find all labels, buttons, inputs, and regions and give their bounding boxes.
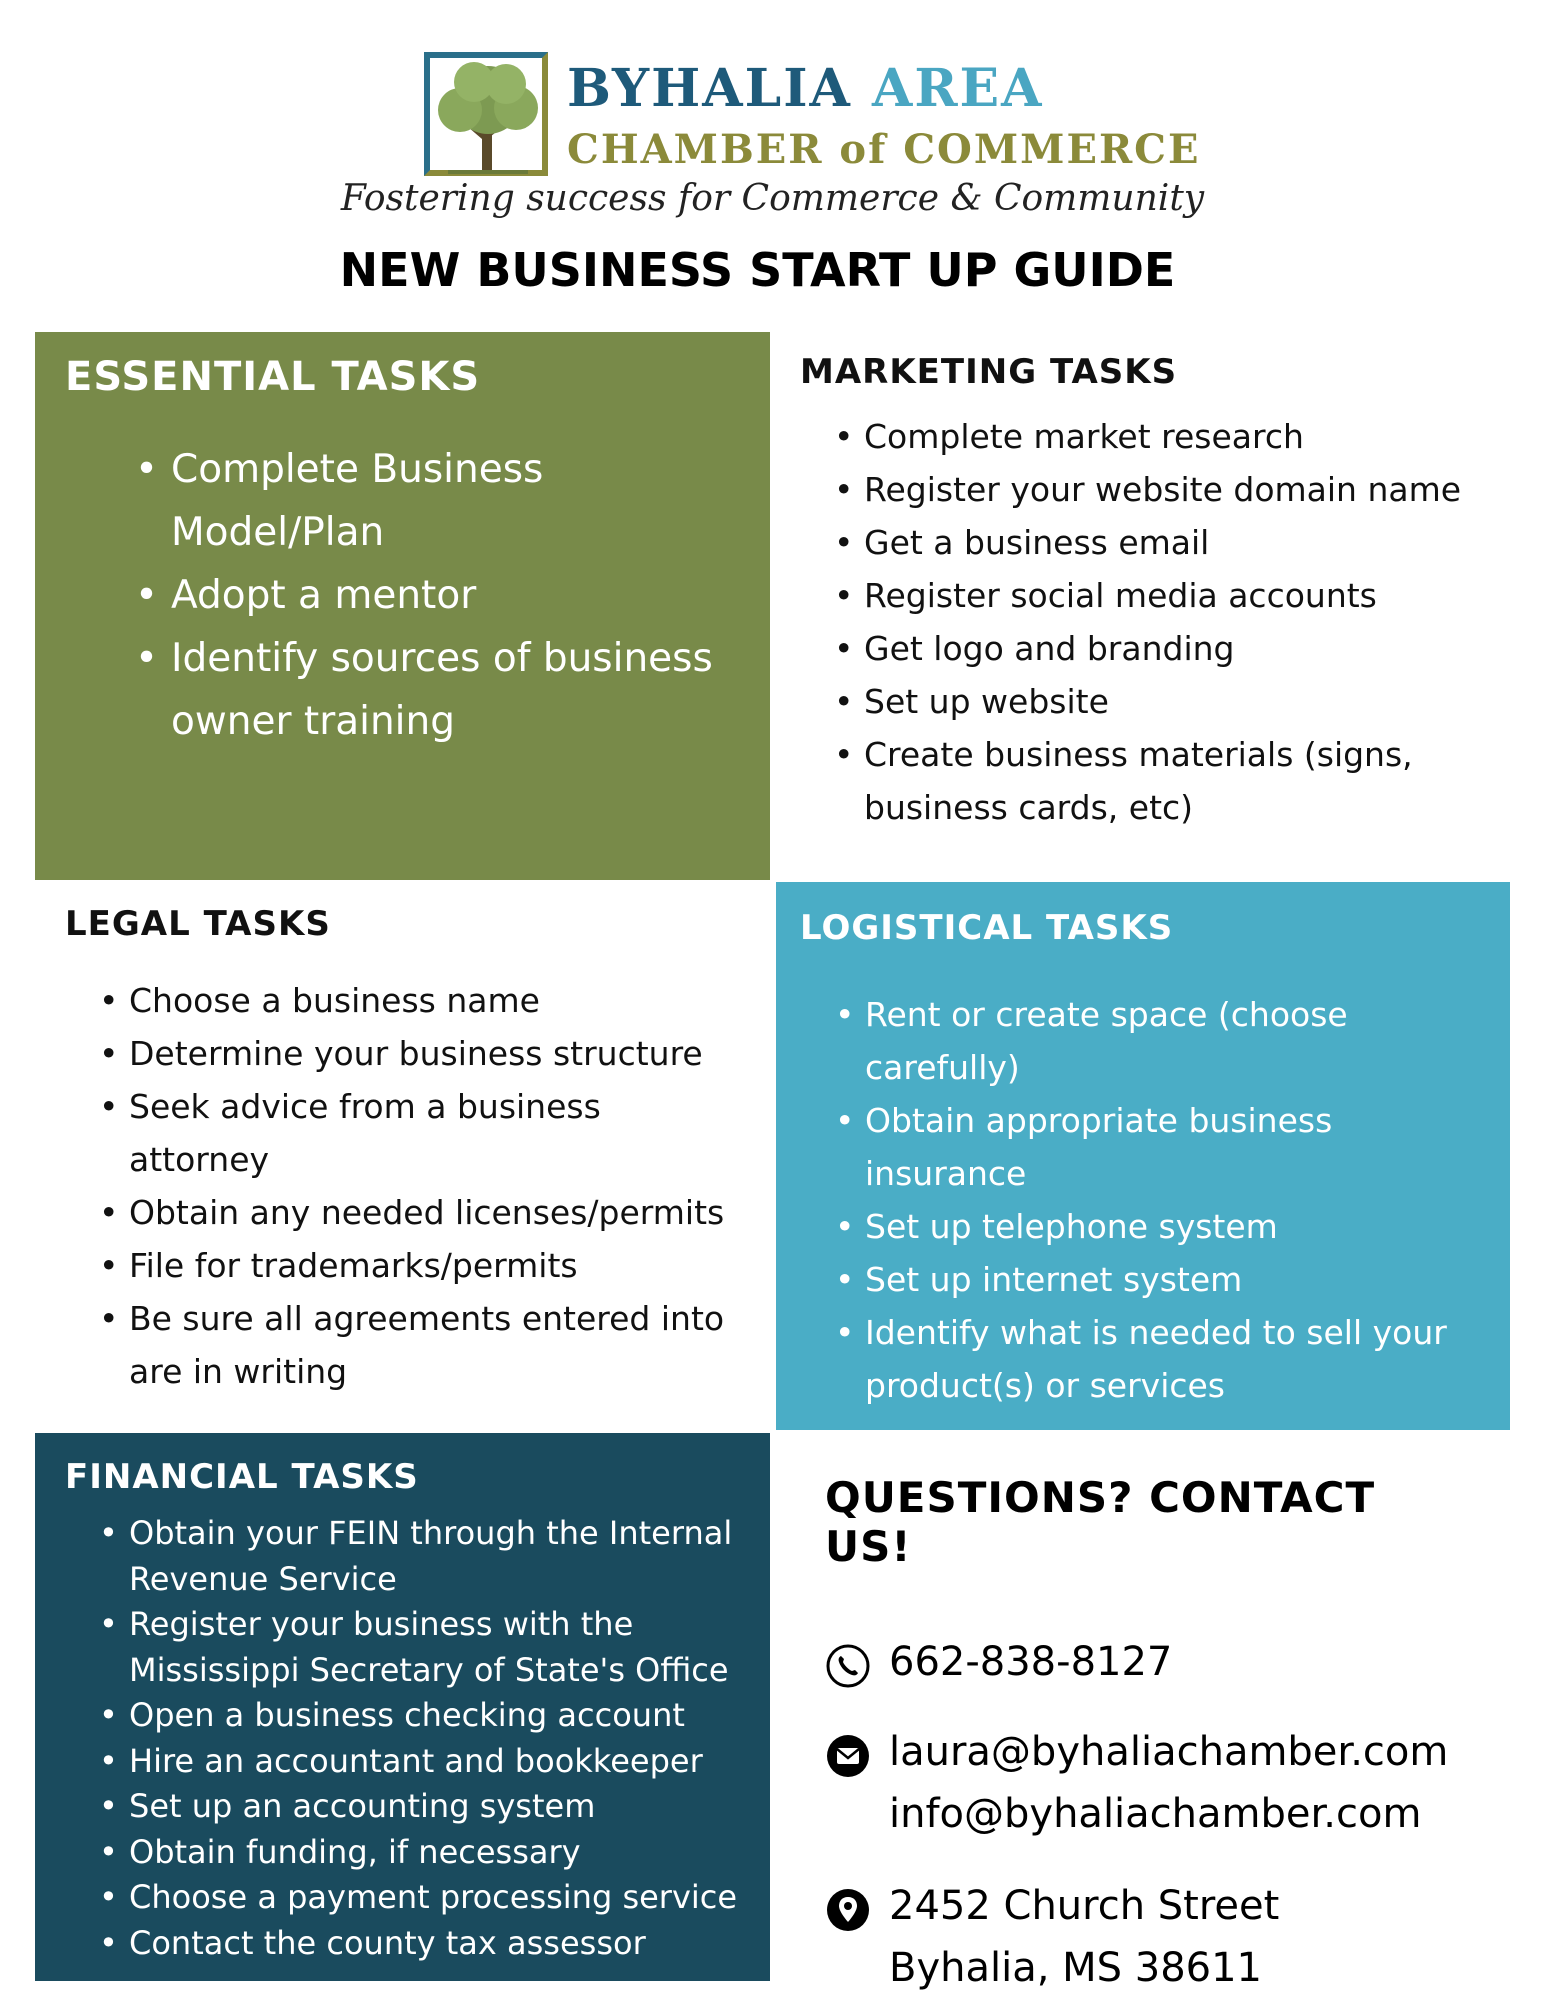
list-item: • Complete Business Model/Plan: [171, 438, 740, 564]
org-name-part2: AREA: [871, 58, 1044, 119]
contact-phone: [825, 1631, 1455, 1693]
panel-heading: LEGAL TASKS: [65, 904, 331, 944]
list-item: • Set up telephone system: [865, 1200, 1486, 1253]
email-link-info[interactable]: info@byhaliachamber.com: [889, 1791, 1422, 1837]
contact-email: [825, 1721, 1455, 1845]
list-item: • Set up website: [864, 675, 1480, 728]
list-item: • File for trademarks/permits: [129, 1239, 745, 1292]
org-subtitle: CHAMBER of COMMERCE: [567, 126, 1201, 173]
panel-heading: FINANCIAL TASKS: [65, 1457, 419, 1497]
list-item: • Obtain your FEIN through the Internal Revenue Service: [129, 1511, 740, 1602]
tree-logo-icon: [418, 48, 558, 188]
header: [0, 0, 1545, 330]
phone-icon: [825, 1643, 871, 1689]
list-item: • Obtain funding, if necessary: [129, 1830, 740, 1876]
org-name-part1: BYHALIA: [567, 58, 852, 119]
list-item: • Register social media accounts: [864, 569, 1480, 622]
list-item: • Get logo and branding: [864, 622, 1480, 675]
list-item: • Create business materials (signs, business cards, etc): [864, 728, 1480, 834]
list-item: • Identify what is needed to sell your product(s) or services: [865, 1306, 1486, 1412]
list-item: • Get a business email: [864, 516, 1480, 569]
list-item: • Identify sources of business owner training: [171, 627, 740, 753]
list-item: • Register your website domain name: [864, 463, 1480, 516]
list-item: • Set up an accounting system: [129, 1784, 740, 1830]
task-list: [65, 974, 745, 1398]
location-pin-icon: [825, 1887, 871, 1933]
tagline: Fostering success for Commerce & Community: [340, 178, 1205, 219]
list-item: • Obtain appropriate business insurance: [865, 1094, 1486, 1200]
task-list: [800, 410, 1480, 834]
page-title: NEW BUSINESS START UP GUIDE: [339, 243, 1176, 297]
list-item: • Determine your business structure: [129, 1027, 745, 1080]
list-item: • Be sure all agreements entered into are in writing: [129, 1292, 745, 1398]
address-line2: Byhalia, MS 38611: [889, 1945, 1263, 1991]
address-line1: 2452 Church Street: [889, 1883, 1280, 1929]
list-item: • Seek advice from a business attorney: [129, 1080, 745, 1186]
list-item: • Set up internet system: [865, 1253, 1486, 1306]
contact-address: [825, 1875, 1455, 1999]
essential-tasks-panel: [35, 332, 770, 880]
contact-heading: QUESTIONS? CONTACT US!: [825, 1473, 1376, 1571]
list-item: • Choose a business name: [129, 974, 745, 1027]
panel-heading: LOGISTICAL TASKS: [800, 908, 1174, 948]
list-item: • Register your business with the Mississippi Secretary of State's Office: [129, 1602, 740, 1693]
email-link-laura[interactable]: laura@byhaliachamber.com: [889, 1729, 1449, 1775]
list-item: • Rent or create space (choose carefully): [865, 988, 1486, 1094]
contact-panel: [770, 1433, 1510, 1991]
phone-link[interactable]: 662-838-8127: [889, 1639, 1173, 1685]
list-item: • Adopt a mentor: [171, 564, 740, 627]
list-item: • Choose a payment processing service: [129, 1875, 740, 1921]
list-item: • Hire an accountant and bookkeeper: [129, 1739, 740, 1785]
email-icon: [825, 1733, 871, 1779]
legal-tasks-panel: [35, 880, 775, 1432]
list-item: • Complete market research: [864, 410, 1480, 463]
task-list: [800, 988, 1486, 1412]
task-list: [65, 1511, 740, 1966]
panel-heading: ESSENTIAL TASKS: [65, 354, 481, 400]
financial-tasks-panel: [35, 1433, 770, 1981]
logistical-tasks-panel: [776, 882, 1510, 1430]
task-list: [65, 438, 740, 753]
list-item: • Contact the county tax assessor: [129, 1921, 740, 1967]
list-item: • Obtain any needed licenses/permits: [129, 1186, 745, 1239]
list-item: • Open a business checking account: [129, 1693, 740, 1739]
panel-heading: MARKETING TASKS: [800, 352, 1178, 392]
marketing-tasks-panel: [770, 332, 1510, 880]
org-name: [567, 58, 1044, 119]
